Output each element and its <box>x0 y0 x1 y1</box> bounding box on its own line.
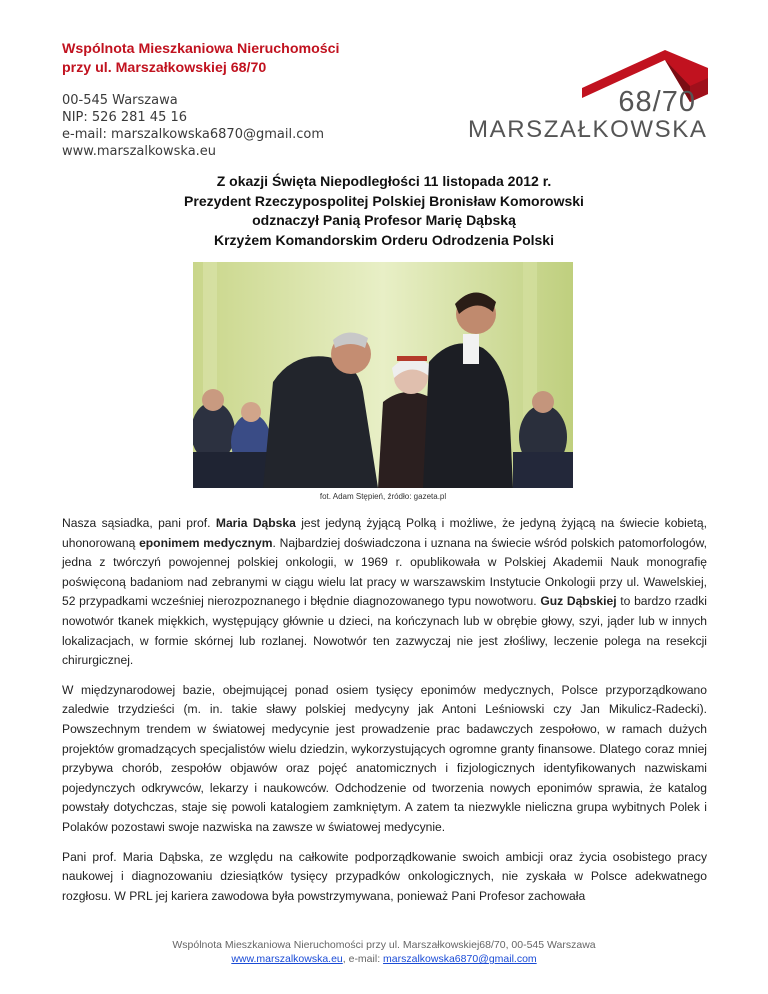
paragraph-1-text-4: to bardzo rzadki nowotwór tkanek miękkich, występujący głównie u dzieci, na kończynach lub w obrębie głowy, szyi, jąder lub w innych lokalizacjach, w formie skórnej lub rozlanej. Nowotwór ten zazwyczaj nie jest złośliwy, leczenie polega na resekcji chirurgicznej. <box>62 594 707 668</box>
footer-email-link[interactable]: marszalkowska6870@gmail.com <box>383 953 537 965</box>
footer-website-link[interactable]: www.marszalkowska.eu <box>231 953 343 965</box>
ceremony-photo-image <box>193 262 573 488</box>
paragraph-2: W międzynarodowej bazie, obejmującej ponad osiem tysięcy eponimów medycznych, Polsce przyporządkowano zaledwie trzydzieści (m. in. takie sławy polskiej medycyny jak Antoni Leśniowski czy Jan Mikulicz-Radecki). Powszechnym trendem w światowej medycynie jest prowadzenie prac badawczych zespołowo, w ramach dużych projektów gromadzących specjalistów wielu dziedzin, wykorzystujących ogromne granty finansowe. Dlatego coraz mniej przybywa chorób, zespołów objawów oraz pojęć anatomicznych i fizjologicznych identyfikowanych nazwiskami pojedynczych odkrywców, lekarzy i naukowców. Odchodzenie od tworzenia nowych eponimów sprawia, że katalog powstały dotychczas, staje się powoli katalogiem zamkniętym. A zatem ta niezwykle nieliczna grupa wybitnych Polek i Polaków pozostawi swoje nazwiska na zawsze w światowej medycynie. <box>62 682 707 834</box>
website: www.marszalkowska.eu <box>62 144 217 159</box>
headline-line-1: Z okazji Święta Niepodległości 11 listopada 2012 r. <box>216 173 552 189</box>
paragraph-3: Pani prof. Maria Dąbska, ze względu na całkowite podporządkowanie swoich ambicji oraz życia osobistego pracy naukowej i diagnozowaniu dziesiątków tysięcy przypadków onkologicznych, nie zyskała w Polsce adekwatnego rozgłosu. W PRL jej kariera zawodowa była powstrzymywana, ponieważ Pani Profesor zachowała <box>62 849 707 903</box>
logo-word: MARSZAŁKOWSKA <box>468 116 708 143</box>
name-maria-dabska: Maria Dąbska <box>215 516 296 530</box>
term-guz-dabskiej: Guz Dąbskiej <box>540 594 617 609</box>
headline <box>84 172 684 250</box>
paragraph-1 <box>62 514 707 671</box>
term-medical-eponym: eponimem medycznym <box>139 535 273 550</box>
footer-line-1: Wspólnota Mieszkaniowa Nieruchomości przy ul. Marszałkowskiej68/70, 00-545 Warszawa <box>172 939 596 951</box>
logo-number: 68/70 <box>618 86 696 118</box>
footer-line-2 <box>0 952 768 966</box>
paragraph-1-text-3: . Najbardziej doświadczona i uznana na świecie wśród polskich patomorfologów, jedna z twórczyń powojennej polskiej onkologii, w 1969 r. opublikowała w Polskiej Akademii Nauk monografię poświęconą badaniom nad zebranymi w ciągu wielu lat pracy w warszawskim Instytucie Onkologii przy ul. Wawelskiej, 52 przypadkami wcześniej nierozpoznanego i błędnie diagnozowanego typu nowotworu. <box>62 535 708 609</box>
contact-block <box>62 92 324 160</box>
email: e-mail: marszalkowska6870@gmail.com <box>62 127 324 142</box>
paragraph-1-text-2: jest jedyną żyjącą Polką i możliwe, że jedyną żyjącą na świecie kobietą, uhonorowaną <box>62 516 708 550</box>
organization-name <box>62 40 340 78</box>
photo-caption: fot. Adam Stępień, źródło: gazeta.pl <box>319 492 447 501</box>
headline-line-4: Krzyżem Komandorskim Orderu Odrodzenia Polski <box>214 231 554 248</box>
footer-separator: , e-mail: <box>342 953 384 965</box>
logo <box>460 46 716 142</box>
org-name-line-1: Wspólnota Mieszkaniowa Nieruchomości <box>62 41 340 57</box>
article-body <box>62 514 707 916</box>
ceremony-photo <box>193 262 573 488</box>
paragraph-1-text-1: Nasza sąsiadka, pani prof. <box>62 516 216 530</box>
org-name-line-2: przy ul. Marszałkowskiej 68/70 <box>62 60 267 76</box>
headline-line-2: Prezydent Rzeczypospolitej Polskiej Bronisław Komorowski <box>184 192 584 209</box>
address: 00-545 Warszawa <box>62 93 178 108</box>
headline-line-3: odznaczył Panią Profesor Marię Dąbską <box>252 212 516 228</box>
nip: NIP: 526 281 45 16 <box>62 110 188 125</box>
footer <box>0 938 768 966</box>
